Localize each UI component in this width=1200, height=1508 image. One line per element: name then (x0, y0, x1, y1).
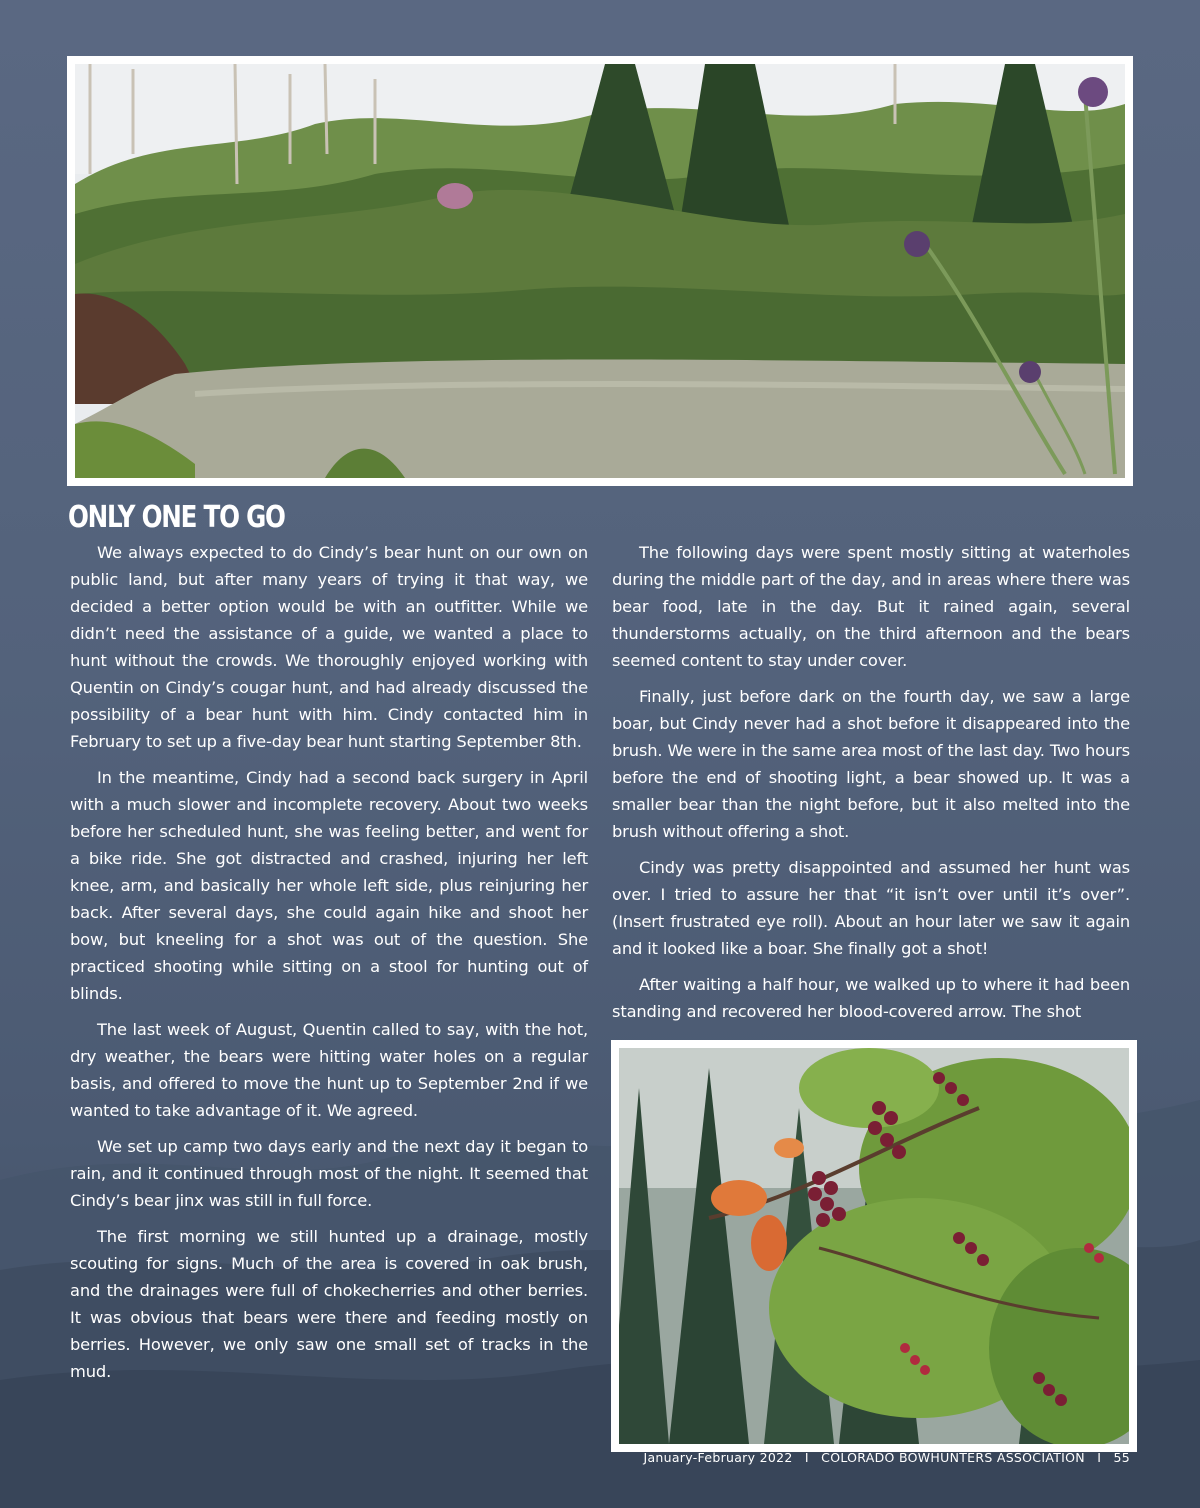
left-text-column (70, 539, 588, 1394)
paragraph: We set up camp two days early and the next day it began to rain, and it continued through most of the night. It seemed that Cindy’s bear jinx was still in full force. (70, 1137, 588, 1210)
page-footer (643, 1450, 1130, 1465)
paragraph: Finally, just before dark on the fourth day, we saw a large boar, but Cindy never had a shot before it disappeared into the brush. We were in the same area most of the last day. Two hours before the end of shooting light, a bear showed up. It was a smaller bear than the night before, but it also melted into the brush without offering a shot. (612, 687, 1130, 841)
footer-separator: I (1097, 1450, 1102, 1465)
issue-date: January-February 2022 (643, 1450, 793, 1465)
paragraph: The first morning we still hunted up a drainage, mostly scouting for signs. Much of the area is covered in oak brush, and the drainages were full of chokecherries and other berries. It was obvious that bears were there and feeding mostly on berries. However, we only saw one small set of tracks in the mud. (70, 1227, 588, 1381)
chokecherry-photo (611, 1040, 1137, 1452)
pond-landscape-image (75, 64, 1125, 478)
pond-landscape-photo (67, 56, 1133, 486)
chokecherry-image (619, 1048, 1129, 1444)
paragraph: In the meantime, Cindy had a second back surgery in April with a much slower and incomplete recovery. About two weeks before her scheduled hunt, she was feeling better, and went for a bike ride. She got distracted and crashed, injuring her left knee, arm, and basically her whole left side, plus reinjuring her back. After several days, she could again hike and shoot her bow, but kneeling for a shot was out of the question. She practiced shooting while sitting on a stool for hunting out of blinds. (70, 768, 588, 1003)
right-text-column (612, 539, 1130, 1025)
section-heading: ONLY ONE TO GO (68, 500, 285, 535)
paragraph: After waiting a half hour, we walked up to where it had been standing and recovered her blood-covered arrow. The shot (612, 975, 1130, 1021)
page-number: 55 (1113, 1450, 1130, 1465)
paragraph: We always expected to do Cindy’s bear hunt on our own on public land, but after many years of trying it that way, we decided a better option would be with an outfitter. While we didn’t need the assistance of a guide, we wanted a place to hunt without the crowds. We thoroughly enjoyed working with Quentin on Cindy’s cougar hunt, and had already discussed the possibility of a bear hunt with him. Cindy contacted him in February to set up a five-day bear hunt starting September 8th. (70, 543, 588, 751)
paragraph: The following days were spent mostly sitting at waterholes during the middle part of the day, and in areas where there was bear food, late in the day. But it rained again, several thunderstorms actually, on the third afternoon and the bears seemed content to stay under cover. (612, 543, 1130, 670)
paragraph: The last week of August, Quentin called to say, with the hot, dry weather, the bears were hitting water holes on a regular basis, and offered to move the hunt up to September 2nd if we wanted to take advantage of it. We agreed. (70, 1020, 588, 1120)
publication-name: COLORADO BOWHUNTERS ASSOCIATION (821, 1450, 1085, 1465)
footer-separator: I (804, 1450, 809, 1465)
paragraph: Cindy was pretty disappointed and assumed her hunt was over. I tried to assure her that “it isn’t over until it’s over”. (Insert frustrated eye roll). About an hour later we saw it again and it looked like a boar. She finally got a shot! (612, 858, 1130, 958)
